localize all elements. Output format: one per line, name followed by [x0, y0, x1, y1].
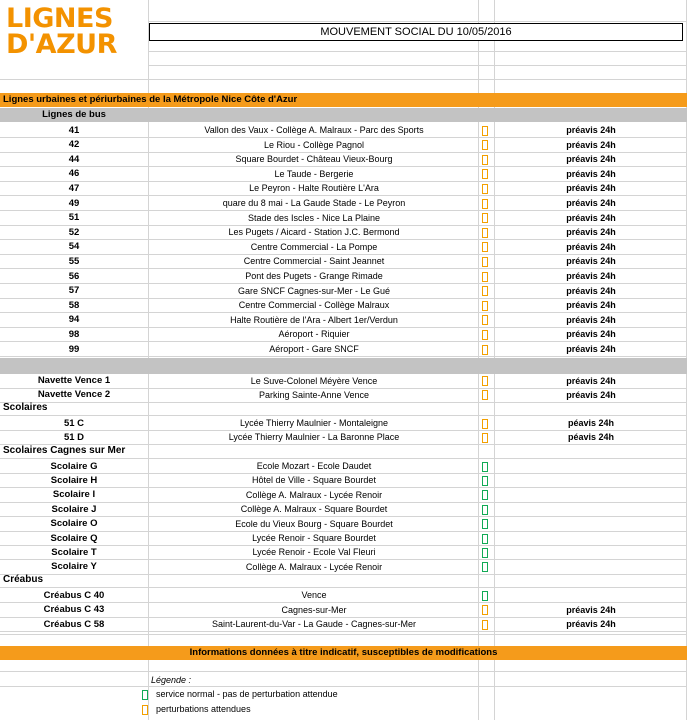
notice-text: préavis 24h: [566, 271, 616, 281]
status-disrupted-icon: [482, 620, 488, 630]
table-row: [0, 388, 687, 403]
line-number: 51 C: [63, 417, 85, 429]
table-row: [0, 618, 687, 633]
status-disrupted-icon: [482, 213, 488, 223]
line-number: 44: [68, 153, 80, 165]
route-description: Lycée Renoir - Square Bourdet: [252, 533, 376, 543]
status-cell: [480, 240, 494, 254]
status-cell: [480, 343, 494, 357]
table-row: [0, 124, 687, 139]
table-row: [0, 488, 687, 503]
status-cell: [480, 138, 494, 152]
status-disrupted-icon: [482, 286, 488, 296]
status-normal-icon: [482, 462, 488, 472]
status-cell: [480, 153, 494, 167]
line-number: Créabus C 58: [43, 618, 105, 630]
route-description: Parking Sainte-Anne Vence: [258, 389, 370, 400]
line-number: Créabus C 43: [43, 604, 105, 616]
table-row: [0, 313, 687, 328]
status-cell: [480, 532, 494, 546]
status-disrupted-icon: [482, 199, 488, 209]
line-number: Navette Vence 1: [37, 375, 111, 386]
table-row: [0, 374, 687, 389]
table-row: [0, 517, 687, 532]
line-number: Créabus C 40: [43, 589, 105, 601]
line-number: Scolaire O: [50, 518, 98, 530]
notice-text: préavis 24h: [566, 168, 616, 179]
logo-line-2: D'AZUR: [6, 29, 117, 60]
notice-text: préavis 24h: [566, 344, 616, 354]
table-row: [0, 328, 687, 343]
grid-row-line: [0, 79, 687, 80]
legend-label: Légende :: [151, 675, 192, 685]
notice-text: préavis 24h: [566, 227, 616, 238]
line-number: Scolaire T: [51, 546, 97, 558]
status-cell: [480, 226, 494, 240]
table-row: [0, 284, 687, 299]
table-row: [0, 153, 687, 168]
status-disrupted-icon: [482, 315, 488, 325]
legend-item: [140, 703, 251, 715]
status-disrupted-icon: [482, 345, 488, 355]
legend-item: [140, 688, 338, 700]
route-description: Le Suve-Colonel Méyère Vence: [250, 375, 378, 386]
line-number: Scolaire G: [50, 460, 98, 472]
route-description: Vallon des Vaux - Collège A. Malraux - Parc des Sports: [204, 125, 424, 135]
subheader-bus-label: Lignes de bus: [42, 108, 106, 120]
table-row: [0, 589, 687, 604]
section-cagnes: [0, 445, 687, 459]
grid-row-line: [0, 671, 687, 672]
route-description: Collège A. Malraux - Lycée Renoir: [245, 489, 383, 500]
status-cell: [480, 517, 494, 531]
grid-row-line: [148, 51, 687, 52]
notice-text: préavis 24h: [566, 154, 616, 165]
route-description: Collège A. Malraux - Square Bourdet: [240, 504, 388, 515]
line-number: Scolaire H: [50, 474, 98, 486]
notice-text: préavis 24h: [566, 183, 616, 194]
line-number: 47: [68, 182, 80, 194]
table-row: [0, 270, 687, 285]
status-cell: [480, 603, 494, 617]
lignes-dazur-logo: [6, 3, 136, 64]
notice-text: préavis 24h: [566, 314, 616, 325]
status-cell: [480, 560, 494, 574]
status-cell: [480, 284, 494, 298]
status-cell: [480, 182, 494, 196]
line-number: 42: [68, 139, 80, 151]
status-normal-icon: [482, 476, 488, 486]
line-number: 99: [68, 343, 80, 355]
route-description: Centre Commercial - La Pompe: [250, 241, 378, 252]
table-row: [0, 417, 687, 432]
grid-row-line: [0, 686, 687, 687]
status-disrupted-icon: [482, 301, 488, 311]
line-number: 55: [68, 255, 80, 267]
status-cell: [480, 417, 494, 431]
status-disrupted-icon: [482, 605, 488, 615]
route-description: Saint-Laurent-du-Var - La Gaude - Cagnes-sur-Mer: [212, 619, 416, 630]
status-disrupted-icon: [482, 330, 488, 340]
status-cell: [480, 255, 494, 269]
route-description: Ecole du Vieux Bourg - Square Bourdet: [235, 518, 393, 529]
notice-text: péavis 24h: [567, 432, 615, 443]
route-description: Hôtel de Ville - Square Bourdet: [252, 475, 376, 486]
subheader-bus: [0, 108, 687, 122]
status-disrupted-icon: [482, 126, 488, 136]
route-description: Ecole Mozart - Ecole Daudet: [256, 461, 372, 471]
status-disrupted-icon: [142, 705, 148, 715]
status-cell: [480, 618, 494, 632]
route-description: Le Taude - Bergerie: [274, 168, 354, 179]
table-row: [0, 560, 687, 575]
status-cell: [480, 124, 494, 138]
notice-text: péavis 24h: [567, 418, 615, 428]
status-cell: [480, 589, 494, 603]
route-description: Square Bourdet - Château Vieux-Bourg: [235, 154, 393, 165]
line-number: 58: [68, 299, 80, 311]
line-number: 46: [68, 168, 80, 180]
line-number: 41: [68, 124, 80, 136]
grid-row-line: [0, 634, 687, 635]
status-normal-icon: [482, 562, 488, 572]
line-number: 49: [68, 197, 80, 209]
line-number: Navette Vence 2: [37, 389, 111, 401]
status-cell: [480, 503, 494, 517]
status-cell: [480, 197, 494, 211]
line-number: Scolaire Q: [50, 532, 98, 544]
line-number: 51 D: [63, 431, 85, 443]
line-number: 54: [68, 241, 80, 253]
line-number: 94: [68, 314, 80, 326]
notice-text: préavis 24h: [566, 329, 616, 340]
logo-line-1: LIGNES: [6, 3, 113, 34]
section-scolaires-label: Scolaires: [3, 402, 48, 413]
status-normal-icon: [482, 505, 488, 515]
notice-text: préavis 24h: [566, 604, 616, 615]
line-number: 51: [68, 212, 80, 224]
line-number: Scolaire I: [52, 489, 96, 501]
status-disrupted-icon: [482, 390, 488, 400]
notice-text: préavis 24h: [566, 389, 616, 400]
route-description: Vence: [301, 590, 327, 600]
status-disrupted-icon: [482, 272, 488, 282]
section-main-label: Lignes urbaines et périurbaines de la Métropole Nice Côte d'Azur: [3, 94, 298, 105]
section-header-main: [0, 93, 687, 107]
route-description: Aéroport - Riquier: [278, 329, 350, 340]
info-banner: [0, 646, 687, 660]
status-cell: [480, 328, 494, 342]
status-disrupted-icon: [482, 155, 488, 165]
notice-text: préavis 24h: [566, 256, 616, 267]
page-title: MOUVEMENT SOCIAL DU 10/05/2016: [149, 23, 683, 41]
status-disrupted-icon: [482, 376, 488, 386]
notice-text: préavis 24h: [566, 241, 616, 252]
route-description: Gare SNCF Cagnes-sur-Mer - Le Gué: [237, 285, 391, 296]
status-cell: [480, 167, 494, 181]
table-row: [0, 226, 687, 241]
status-cell: [480, 388, 494, 402]
notice-text: préavis 24h: [566, 300, 616, 311]
grid-row-line: [148, 65, 687, 66]
status-cell: [480, 270, 494, 284]
table-row: [0, 532, 687, 547]
grid-row-line: [148, 21, 687, 22]
line-number: 56: [68, 270, 80, 282]
route-description: Lycée Thierry Maulnier - La Baronne Place: [228, 432, 400, 443]
info-text: Informations données à titre indicatif, susceptibles de modifications: [189, 647, 498, 658]
section-creabus: [0, 574, 687, 588]
status-cell: [480, 313, 494, 327]
route-description: Lycée Renoir - Ecole Val Fleuri: [252, 547, 376, 558]
table-row: [0, 182, 687, 197]
status-normal-icon: [142, 690, 148, 700]
route-description: Stade des Iscles - Nice La Plaine: [247, 212, 381, 223]
section-scolaires: [0, 402, 687, 416]
status-disrupted-icon: [482, 419, 488, 429]
status-disrupted-icon: [482, 242, 488, 252]
route-description: Centre Commercial - Saint Jeannet: [243, 256, 385, 267]
status-normal-icon: [482, 591, 488, 601]
route-description: quare du 8 mai - La Gaude Stade - Le Peyron: [222, 198, 406, 208]
route-description: Le Peyron - Halte Routière L'Ara: [249, 183, 379, 194]
spacer-gray-row: [0, 358, 687, 374]
table-row: [0, 167, 687, 182]
route-description: Pont des Pugets - Grange Rimade: [245, 271, 383, 281]
line-number: 98: [68, 328, 80, 340]
status-cell: [480, 488, 494, 502]
table-row: [0, 431, 687, 446]
status-normal-icon: [482, 548, 488, 558]
line-number: 57: [68, 285, 80, 297]
table-row: [0, 211, 687, 226]
route-description: Les Pugets / Aicard - Station J.C. Bermond: [228, 227, 400, 238]
status-disrupted-icon: [482, 169, 488, 179]
table-row: [0, 299, 687, 314]
status-cell: [480, 460, 494, 474]
route-description: Collège A. Malraux - Lycée Renoir: [245, 561, 383, 572]
legend-text: perturbations attendues: [156, 704, 251, 714]
table-row: [0, 255, 687, 270]
legend-text: service normal - pas de perturbation attendue: [156, 689, 338, 699]
notice-text: préavis 24h: [566, 212, 616, 223]
table-row: [0, 474, 687, 489]
status-cell: [480, 431, 494, 445]
section-cagnes-label: Scolaires Cagnes sur Mer: [3, 445, 126, 456]
table-row: [0, 138, 687, 153]
route-description: Cagnes-sur-Mer: [281, 604, 347, 615]
line-number: Scolaire Y: [51, 561, 97, 573]
status-normal-icon: [482, 519, 488, 529]
status-cell: [480, 299, 494, 313]
notice-text: préavis 24h: [566, 125, 616, 135]
table-row: [0, 503, 687, 518]
notice-text: préavis 24h: [566, 619, 616, 630]
table-row: [0, 546, 687, 561]
section-creabus-label: Créabus: [3, 574, 44, 585]
status-normal-icon: [482, 490, 488, 500]
table-row: [0, 343, 687, 358]
status-normal-icon: [482, 534, 488, 544]
route-description: Lycée Thierry Maulnier - Montaleigne: [239, 418, 389, 428]
table-row: [0, 240, 687, 255]
line-number: Scolaire J: [51, 503, 97, 515]
status-cell: [480, 211, 494, 225]
route-description: Centre Commercial - Collège Malraux: [238, 300, 390, 311]
table-row: [0, 460, 687, 475]
notice-text: préavis 24h: [566, 285, 616, 296]
notice-text: préavis 24h: [566, 375, 616, 386]
notice-text: préavis 24h: [566, 198, 616, 208]
table-row: [0, 197, 687, 212]
line-number: 52: [68, 226, 80, 238]
status-cell: [480, 546, 494, 560]
route-description: Aéroport - Gare SNCF: [269, 344, 359, 354]
status-cell: [480, 474, 494, 488]
route-description: Halte Routière de l'Ara - Albert 1er/Verdun: [230, 314, 398, 325]
status-disrupted-icon: [482, 228, 488, 238]
status-disrupted-icon: [482, 184, 488, 194]
status-disrupted-icon: [482, 257, 488, 267]
table-row: [0, 603, 687, 618]
status-disrupted-icon: [482, 433, 488, 443]
route-description: Le Riou - Collège Pagnol: [263, 139, 365, 150]
notice-text: préavis 24h: [566, 139, 616, 150]
status-cell: [480, 374, 494, 388]
status-disrupted-icon: [482, 140, 488, 150]
